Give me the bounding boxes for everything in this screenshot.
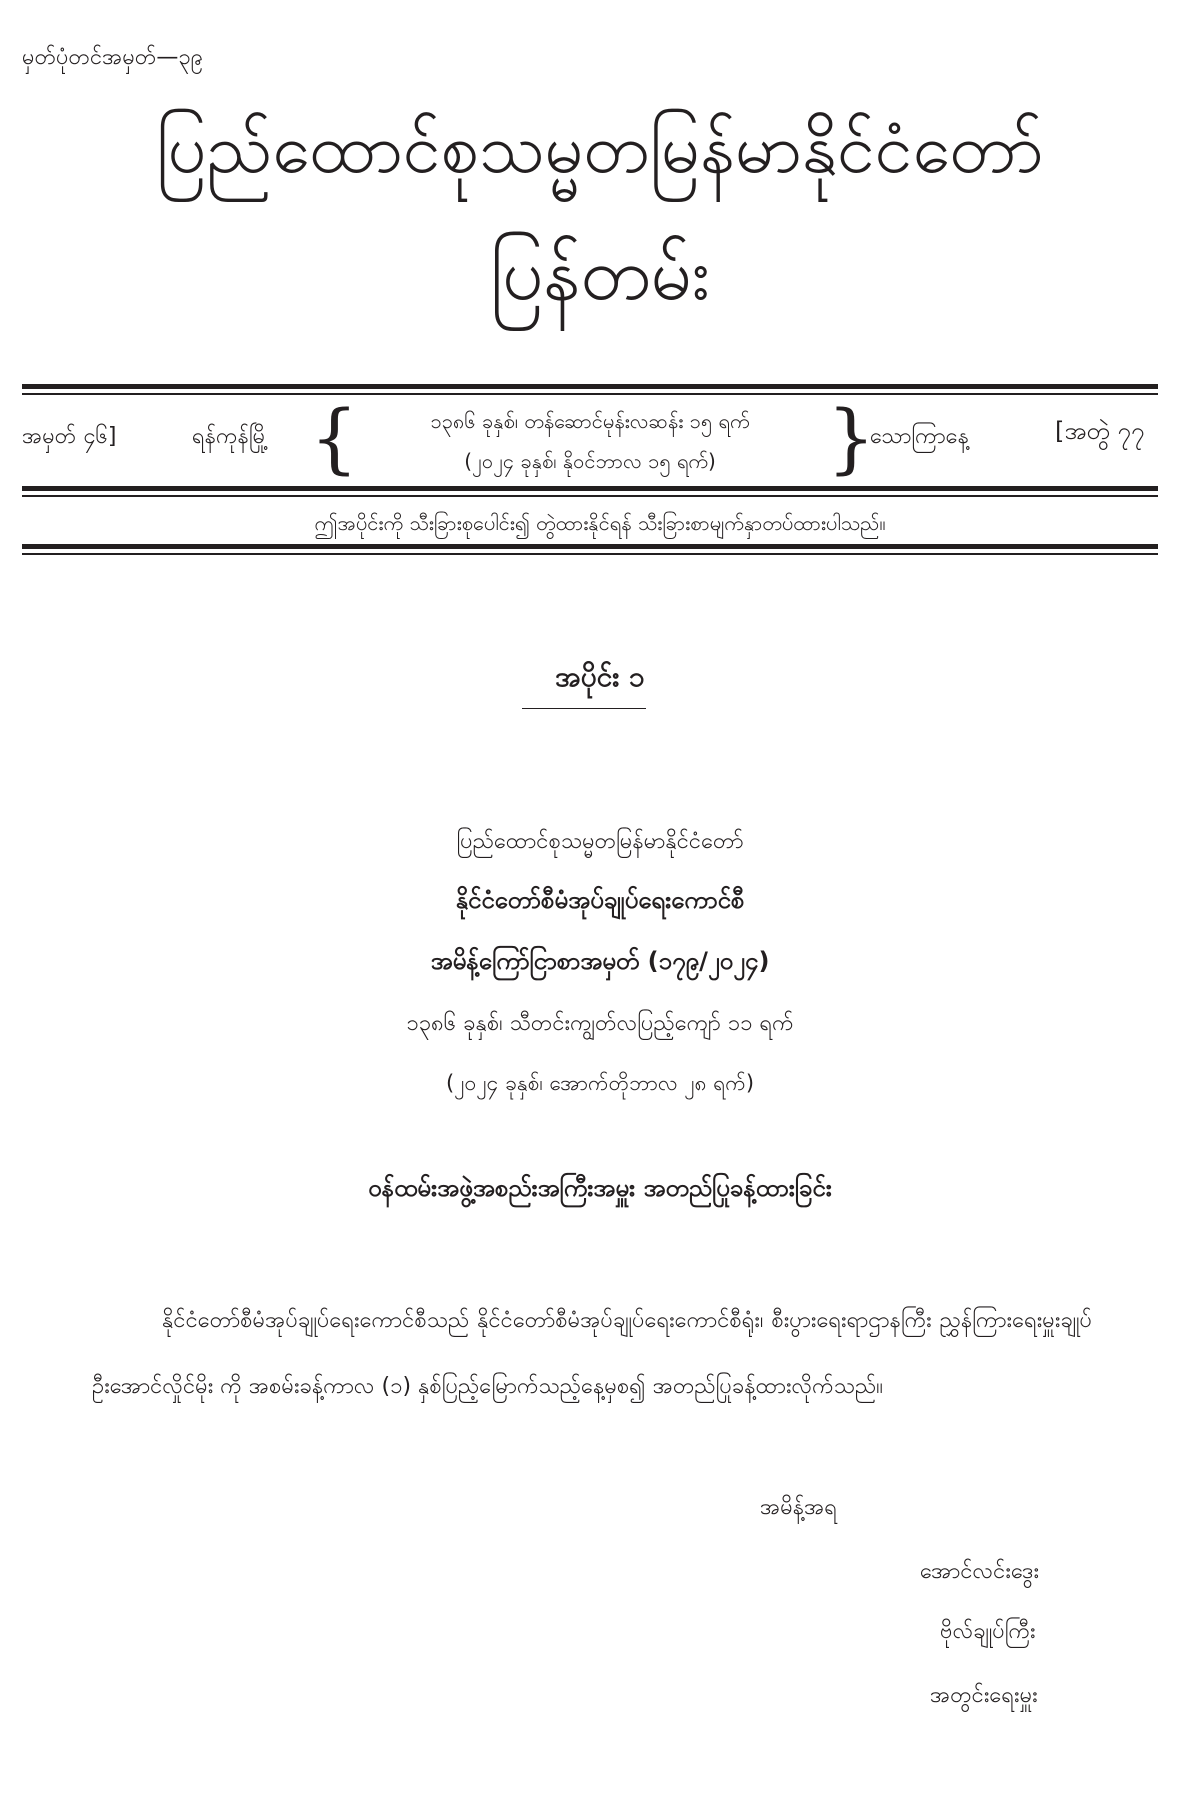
binding-notice: ဤအပိုင်းကို သီးခြားစုပေါင်း၍ တွဲထားနိုင်ရန် သီးခြားစာမျက်နှာတပ်ထားပါသည်။ (314, 511, 886, 535)
issue-city: ရန်ကုန်မြို့ (192, 424, 269, 449)
top-rule-thin (22, 393, 1158, 395)
order-date-gregorian: (၂၀၂၄ ခုနှစ်၊ အောက်တိုဘာလ ၂၈ ရက်) (445, 1071, 755, 1095)
issue-date-gregorian: (၂၀၂၄ ခုနှစ်၊ နိုဝင်ဘာလ ၁၅ ရက်) (464, 449, 716, 473)
issue-date-myanmar: ၁၃၈၆ ခုနှစ်၊ တန်ဆောင်မုန်းလဆန်း ၁၅ ရက် (430, 409, 750, 433)
order-country: ပြည်ထောင်စုသမ္မတမြန်မာနိုင်ငံတော် (456, 829, 744, 854)
middle-rule-thick (22, 486, 1158, 491)
issue-number: အမှတ် ၄၆] (22, 424, 117, 449)
left-brace: { (310, 393, 359, 482)
registration-number: မှတ်ပုံတင်အမှတ်—၃၉ (22, 45, 204, 70)
signatory-rank: ဗိုလ်ချုပ်ကြီး (940, 1619, 1036, 1644)
order-subject: ဝန်ထမ်းအဖွဲ့အစည်းအကြီးအမှူး အတည်ပြုခန့်ထားခြင်း (368, 1174, 832, 1202)
gazette-title: ပြန်တမ်း (490, 232, 710, 316)
part-heading: အပိုင်း ၁ (555, 660, 645, 693)
signatory-name: အောင်လင်းဒွေး (920, 1559, 1040, 1584)
top-rule-thick (22, 384, 1158, 389)
bottom-rule-thick (22, 544, 1158, 549)
part-heading-underline (522, 708, 646, 709)
middle-rule-thin (22, 495, 1158, 497)
by-order-label: အမိန့်အရ (760, 1495, 837, 1520)
issue-volume: [အတွဲ ၇၇ (1055, 417, 1145, 445)
order-date-myanmar: ၁၃၈၆ ခုနှစ်၊ သီတင်းကျွတ်လပြည့်ကျော် ၁၁ ရက် (406, 1011, 794, 1036)
issue-weekday: သောကြာနေ့ (870, 424, 969, 449)
order-number: အမိန့်ကြော်ငြာစာအမှတ် (၁၇၉/၂၀၂၄) (430, 947, 770, 975)
bottom-rule-thin (22, 553, 1158, 555)
right-brace: } (827, 393, 876, 482)
order-body-paragraph: နိုင်ငံတော်စီမံအုပ်ချုပ်ရေးကောင်စီသည် နိုင်ငံတော်စီမံအုပ်ချုပ်ရေးကောင်စီရုံး၊ စီးပွားရေးရာဌာနကြီး ညွှန်ကြားရေးမှူးချုပ် ဦးအောင်လှိုင်မိုး ကို အစမ်းခန့်ကာလ (၁) နှစ်ပြည့်မြောက်သည့်နေ့မှစ၍ အတည်ပြုခန့်ထားလိုက်သည်။ (92, 1308, 1092, 1399)
order-council: နိုင်ငံတော်စီမံအုပ်ချုပ်ရေးကောင်စီ (455, 886, 745, 914)
signatory-title: အတွင်းရေးမှူး (930, 1683, 1038, 1708)
gazette-title-country: ပြည်ထောင်စုသမ္မတမြန်မာနိုင်ငံတော် (156, 110, 1044, 189)
